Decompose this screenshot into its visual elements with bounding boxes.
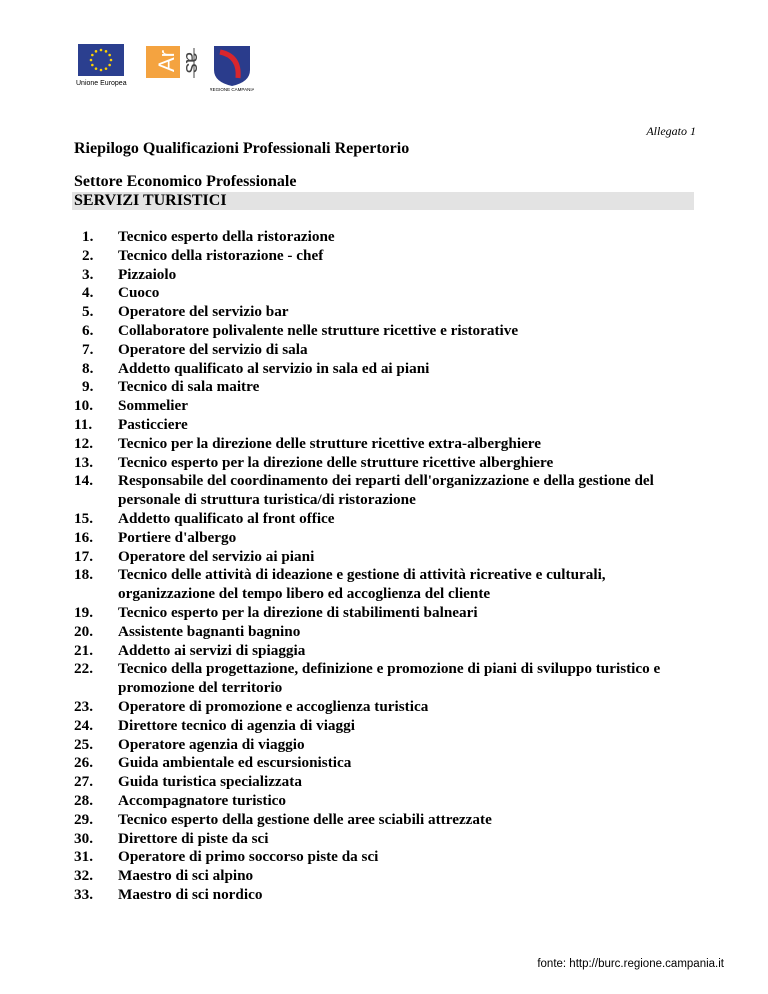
list-item-number: 6. (82, 321, 94, 339)
list-item (74, 792, 694, 811)
list-item-text: Tecnico di sala maitre (118, 378, 260, 396)
list-item-text: Tecnico esperto della gestione delle aree sciabili attrezzate (118, 810, 492, 828)
list-item-text: Tecnico delle attività di ideazione e gestione di attività ricreative e culturali, organizzazione del tempo libero ed accoglienza del cliente (118, 566, 606, 603)
list-item-number: 7. (82, 340, 94, 358)
list-item (74, 660, 694, 698)
list-item (74, 266, 694, 285)
arlas-logo (146, 42, 210, 82)
list-item (74, 378, 694, 397)
list-item-text: Addetto qualificato al front office (118, 509, 335, 527)
document-title: Riepilogo Qualificazioni Professionali Repertorio (74, 140, 410, 157)
eu-star-icon (91, 64, 94, 67)
list-item-text: Operatore del servizio di sala (118, 340, 308, 358)
list-item-number: 2. (82, 246, 94, 264)
eu-star-icon (108, 54, 111, 57)
list-item-number: 25. (74, 735, 93, 753)
list-item-number: 9. (82, 378, 94, 396)
sector-name-bar (72, 192, 694, 210)
list-item (74, 604, 694, 623)
list-item (74, 341, 694, 360)
list-item-text: Pizzaiolo (118, 265, 177, 283)
list-item (74, 284, 694, 303)
list-item-text: Tecnico della ristorazione - chef (118, 246, 324, 264)
eu-star-icon (105, 67, 108, 70)
list-item-number: 16. (74, 528, 93, 546)
list-item (74, 867, 694, 886)
list-item (74, 416, 694, 435)
list-item-number: 21. (74, 641, 93, 659)
list-item (74, 830, 694, 849)
list-item (74, 698, 694, 717)
list-item-number: 22. (74, 660, 93, 678)
eu-star-icon (108, 64, 111, 67)
list-item-number: 32. (74, 867, 93, 885)
list-item-text: Responsabile del coordinamento dei reparti dell'organizzazione e della gestione del personale di struttura turistica/di ristorazione (118, 472, 654, 509)
list-item (74, 623, 694, 642)
list-item (74, 510, 694, 529)
sector-name: SERVIZI TURISTICI (74, 192, 227, 209)
list-item-number: 18. (74, 566, 93, 584)
regione-campania-logo (210, 44, 254, 92)
list-item-text: Accompagnatore turistico (118, 791, 287, 809)
list-item-text: Cuoco (118, 284, 160, 302)
eu-star-icon (91, 54, 94, 57)
list-item-text: Operatore del servizio bar (118, 303, 289, 321)
eu-star-icon (110, 59, 113, 62)
list-item-number: 29. (74, 810, 93, 828)
list-item-text: Tecnico della progettazione, definizione e promozione di piani di sviluppo turistico e promozione del territorio (118, 660, 661, 697)
list-item (74, 848, 694, 867)
list-item-text: Operatore di promozione e accoglienza turistica (118, 697, 429, 715)
eu-flag-logo (76, 44, 127, 87)
list-item-number: 17. (74, 547, 93, 565)
list-item-text: Operatore agenzia di viaggio (118, 735, 305, 753)
list-item-number: 31. (74, 848, 93, 866)
list-item-number: 10. (74, 397, 93, 415)
list-item (74, 435, 694, 454)
sector-label: Settore Economico Professionale (74, 173, 297, 190)
list-item-number: 19. (74, 603, 93, 621)
list-item-number: 14. (74, 472, 93, 490)
list-item (74, 454, 694, 473)
list-item (74, 397, 694, 416)
list-item-text: Collaboratore polivalente nelle strutture ricettive e ristorative (118, 321, 519, 339)
qualifications-list (74, 228, 694, 905)
list-item-text: Operatore del servizio ai piani (118, 547, 315, 565)
list-item-text: Direttore di piste da sci (118, 829, 269, 847)
list-item (74, 472, 694, 510)
list-item-text: Maestro di sci nordico (118, 885, 263, 903)
eu-star-icon (90, 59, 93, 62)
eu-flag-icon (78, 44, 124, 76)
region-logo-label: REGIONE CAMPANIA (210, 87, 254, 92)
list-item-text: Tecnico esperto della ristorazione (118, 228, 335, 245)
list-item-text: Pasticciere (118, 415, 188, 433)
list-item-number: 1. (82, 228, 94, 245)
eu-star-icon (100, 69, 103, 72)
eu-star-icon (105, 50, 108, 53)
list-item (74, 228, 694, 247)
eu-star-icon (95, 50, 98, 53)
list-item-number: 27. (74, 773, 93, 791)
list-item-number: 30. (74, 829, 93, 847)
eu-logo-label: Unione Europea (76, 80, 127, 87)
list-item-text: Portiere d'albergo (118, 528, 237, 546)
list-item (74, 773, 694, 792)
list-item (74, 566, 694, 604)
list-item-text: Tecnico esperto per la direzione di stabilimenti balneari (118, 603, 478, 621)
list-item (74, 548, 694, 567)
list-item (74, 736, 694, 755)
eu-star-icon (95, 67, 98, 70)
list-item-text: Operatore di primo soccorso piste da sci (118, 848, 379, 866)
list-item (74, 754, 694, 773)
list-item-number: 26. (74, 754, 93, 772)
annex-label: Allegato 1 (646, 124, 696, 138)
list-item (74, 717, 694, 736)
list-item (74, 642, 694, 661)
source-footer: fonte: http://burc.regione.campania.it (537, 958, 724, 970)
list-item-text: Guida turistica specializzata (118, 773, 302, 791)
list-item-number: 28. (74, 791, 93, 809)
list-item (74, 247, 694, 266)
list-item-number: 11. (74, 415, 93, 433)
list-item-text: Addetto ai servizi di spiaggia (118, 641, 306, 659)
list-item-number: 33. (74, 885, 93, 903)
list-item (74, 303, 694, 322)
list-item-number: 3. (82, 265, 94, 283)
list-item-number: 4. (82, 284, 94, 302)
list-item (74, 529, 694, 548)
eu-star-icon (100, 49, 103, 52)
list-item-number: 24. (74, 716, 93, 734)
list-item-number: 5. (82, 303, 94, 321)
list-item-number: 20. (74, 622, 93, 640)
list-item-text: Guida ambientale ed escursionistica (118, 754, 352, 772)
ar-logo-text: Ar (154, 50, 179, 72)
as-logo-text: as (181, 52, 203, 74)
list-item-text: Tecnico per la direzione delle strutture ricettive extra-alberghiere (118, 434, 542, 452)
list-item-text: Direttore tecnico di agenzia di viaggi (118, 716, 355, 734)
list-item-number: 13. (74, 453, 93, 471)
list-item-number: 12. (74, 434, 93, 452)
list-item (74, 360, 694, 379)
list-item-text: Assistente bagnanti bagnino (118, 622, 301, 640)
list-item-text: Maestro di sci alpino (118, 867, 254, 885)
list-item (74, 322, 694, 341)
list-item-text: Addetto qualificato al servizio in sala ed ai piani (118, 359, 430, 377)
list-item (74, 886, 694, 905)
list-item-number: 23. (74, 697, 93, 715)
list-item-text: Tecnico esperto per la direzione delle strutture ricettive alberghiere (118, 453, 554, 471)
list-item-number: 15. (74, 509, 93, 527)
list-item (74, 811, 694, 830)
list-item-number: 8. (82, 359, 94, 377)
list-item-text: Sommelier (118, 397, 189, 415)
